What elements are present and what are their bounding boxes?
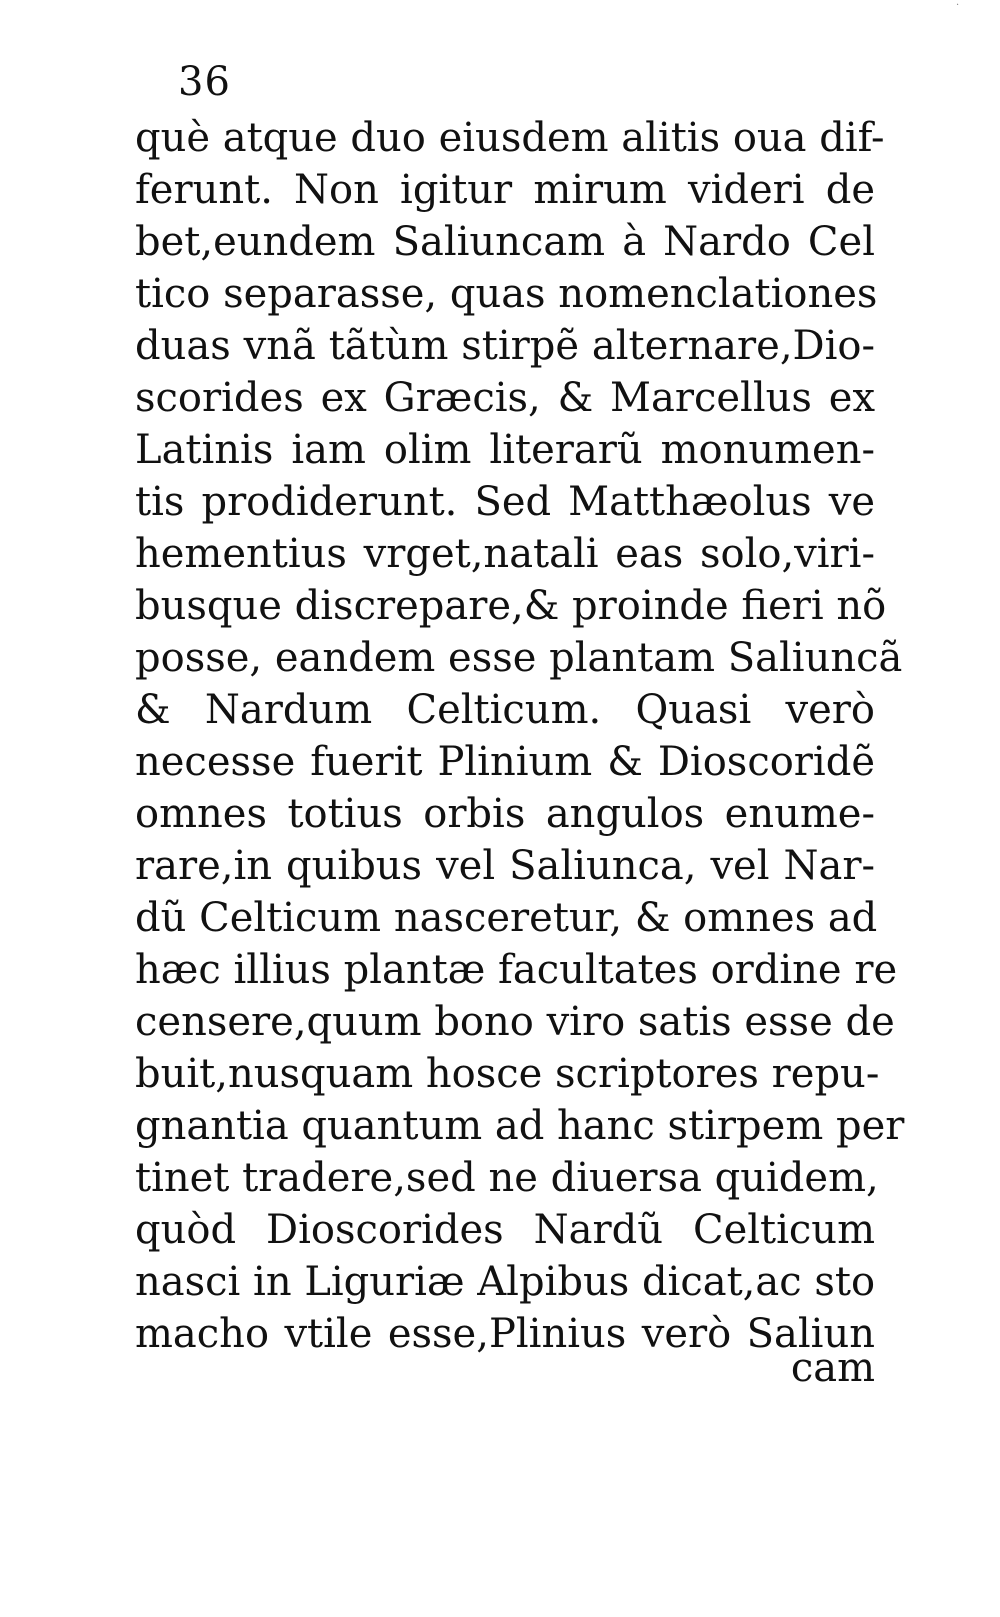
text-line-7: Latinis iam olim literarũ monumen- bbox=[135, 427, 875, 473]
text-line-2: ferunt. Non igitur mirum videri de bbox=[135, 167, 875, 213]
text-line-9: hementius vrget,natali eas solo,viri- bbox=[135, 531, 875, 577]
text-line-24: macho vtile esse,Plinius verò Saliun bbox=[135, 1311, 875, 1357]
text-line-4: tico separasse, quas nomenclationes bbox=[135, 271, 878, 317]
text-line-13: necesse fuerit Plinium & Dioscoridẽ bbox=[135, 739, 875, 785]
text-line-23: nasci in Liguriæ Alpibus dicat,ac sto bbox=[135, 1259, 876, 1305]
text-line-5: duas vnã tãtùm stirpẽ alternare,Dio- bbox=[135, 323, 875, 369]
text-line-17: hæc illius plantæ facultates ordine re bbox=[135, 947, 898, 993]
text-line-10: busque discrepare,& proinde fieri nõ bbox=[135, 583, 887, 629]
text-line-21: tinet tradere,sed ne diuersa quidem, bbox=[135, 1155, 879, 1201]
text-line-16: dũ Celticum nasceretur, & omnes ad bbox=[135, 895, 878, 941]
text-line-22: quòd Dioscorides Nardũ Celticum bbox=[135, 1207, 875, 1253]
scan-speck: · bbox=[956, 0, 960, 11]
text-line-11: posse, eandem esse plantam Saliuncã bbox=[135, 635, 903, 681]
text-line-3: bet,eundem Saliuncam à Nardo Cel bbox=[135, 219, 875, 265]
text-line-12: & Nardum Celticum. Quasi verò bbox=[135, 687, 875, 733]
body-text bbox=[135, 112, 905, 1360]
catchword: cam bbox=[790, 1345, 875, 1391]
text-line-19: buit,nusquam hosce scriptores repu- bbox=[135, 1051, 880, 1097]
text-line-18: censere,quum bono viro satis esse de bbox=[135, 999, 895, 1045]
text-line-14: omnes totius orbis angulos enume- bbox=[135, 791, 875, 837]
text-line-8: tis prodiderunt. Sed Matthæolus ve bbox=[135, 479, 875, 525]
text-line-15: rare,in quibus vel Saliunca, vel Nar- bbox=[135, 843, 875, 889]
page-number: 36 bbox=[178, 59, 231, 105]
text-line-20: gnantia quantum ad hanc stirpem per bbox=[135, 1103, 905, 1149]
text-line-6: scorides ex Græcis, & Marcellus ex bbox=[135, 375, 875, 421]
text-line-1: què atque duo eiusdem alitis oua dif- bbox=[135, 115, 885, 161]
